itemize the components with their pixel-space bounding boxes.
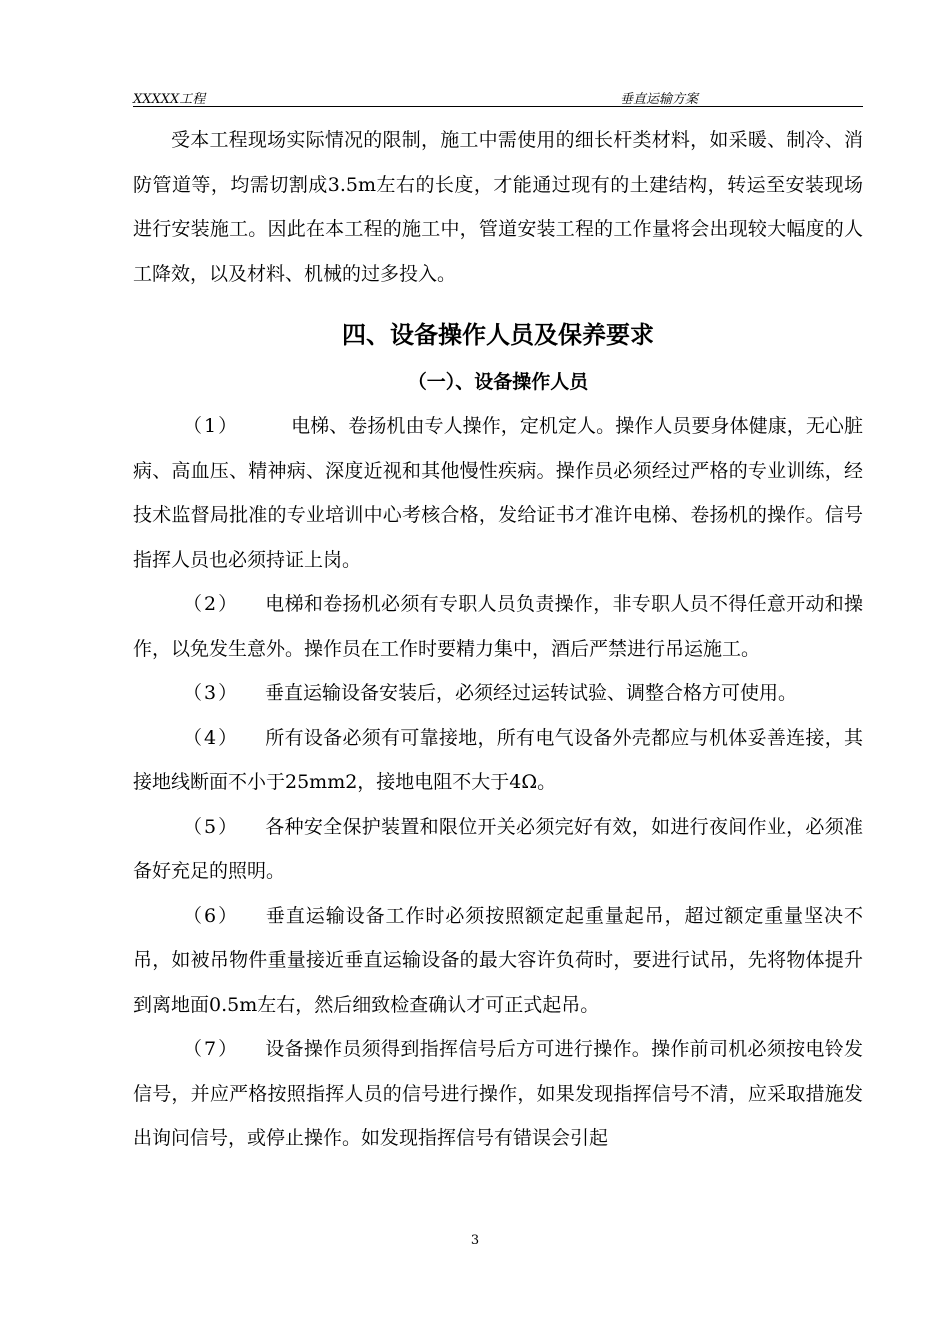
list-item: [133, 894, 863, 1028]
list-item: [133, 1027, 863, 1161]
item-text: 设备操作员须得到指挥信号后方可进行操作。操作前司机必须按电铃发信号，并应严格按照指挥人员的信号进行操作，如果发现指挥信号不清，应采取措施发出询问信号，或停止操作。如发现指挥信号有错误会引起: [133, 1038, 863, 1149]
item-number: （7）: [183, 1038, 240, 1060]
item-text: 垂直运输设备工作时必须按照额定起重量起吊，超过额定重量坚决不吊，如被吊物件重量接近垂直运输设备的最大容许负荷时，要进行试吊，先将物体提升到离地面0.5m左右，然后细致检查确认才可正式起吊。: [133, 904, 863, 1016]
page-number: 3: [470, 1233, 480, 1248]
item-number: （1）: [183, 415, 240, 437]
item-number: （2）: [183, 593, 240, 615]
item-number: （3）: [183, 682, 240, 704]
intro-paragraph: 受本工程现场实际情况的限制，施工中需使用的细长杆类材料，如采暖、制冷、消防管道等，均需切割成3.5m左右的长度，才能通过现有的土建结构，转运至安装现场进行安装施工。因此在本工程的施工中，管道安装工程的工作量将会出现较大幅度的人工降效，以及材料、机械的过多投入。: [133, 129, 863, 285]
item-number: （4）: [183, 726, 240, 749]
item-text: 电梯和卷扬机必须有专职人员负责操作，非专职人员不得任意开动和操作，以免发生意外。操作员在工作时要精力集中，酒后严禁进行吊运施工。: [133, 593, 863, 660]
item-text: 垂直运输设备安装后，必须经过运转试验、调整合格方可使用。: [265, 682, 798, 704]
item-text: 电梯、卷扬机由专人操作，定机定人。操作人员要身体健康，无心脏病、高血压、精神病、深度近视和其他慢性疾病。操作员必须经过严格的专业训练，经技术监督局批准的专业培训中心考核合格，发给证书才准许电梯、卷扬机的操作。信号指挥人员也必须持证上岗。: [133, 415, 863, 571]
item-number: （6）: [183, 904, 240, 927]
item-text: 所有设备必须有可靠接地，所有电气设备外壳都应与机体妥善连接，其接地线断面不小于25mm2，接地电阻不大于4Ω。: [133, 726, 863, 793]
list-item: [133, 671, 863, 716]
list-item: [133, 805, 863, 894]
page-header: [133, 86, 863, 107]
list-item: [133, 716, 863, 805]
list-item: [133, 404, 863, 582]
list-item: [133, 582, 863, 671]
header-project-name: XXXXX工程: [133, 92, 206, 107]
section-title: 四、设备操作人员及保养要求: [342, 321, 654, 349]
subsection-title: （一）、设备操作人员: [407, 371, 589, 393]
header-document-title: 垂直运输方案: [620, 92, 699, 107]
item-text: 各种安全保护装置和限位开关必须完好有效，如进行夜间作业，必须准备好充足的照明。: [133, 815, 863, 882]
page-body: [133, 118, 863, 1161]
item-number: （5）: [183, 815, 240, 838]
